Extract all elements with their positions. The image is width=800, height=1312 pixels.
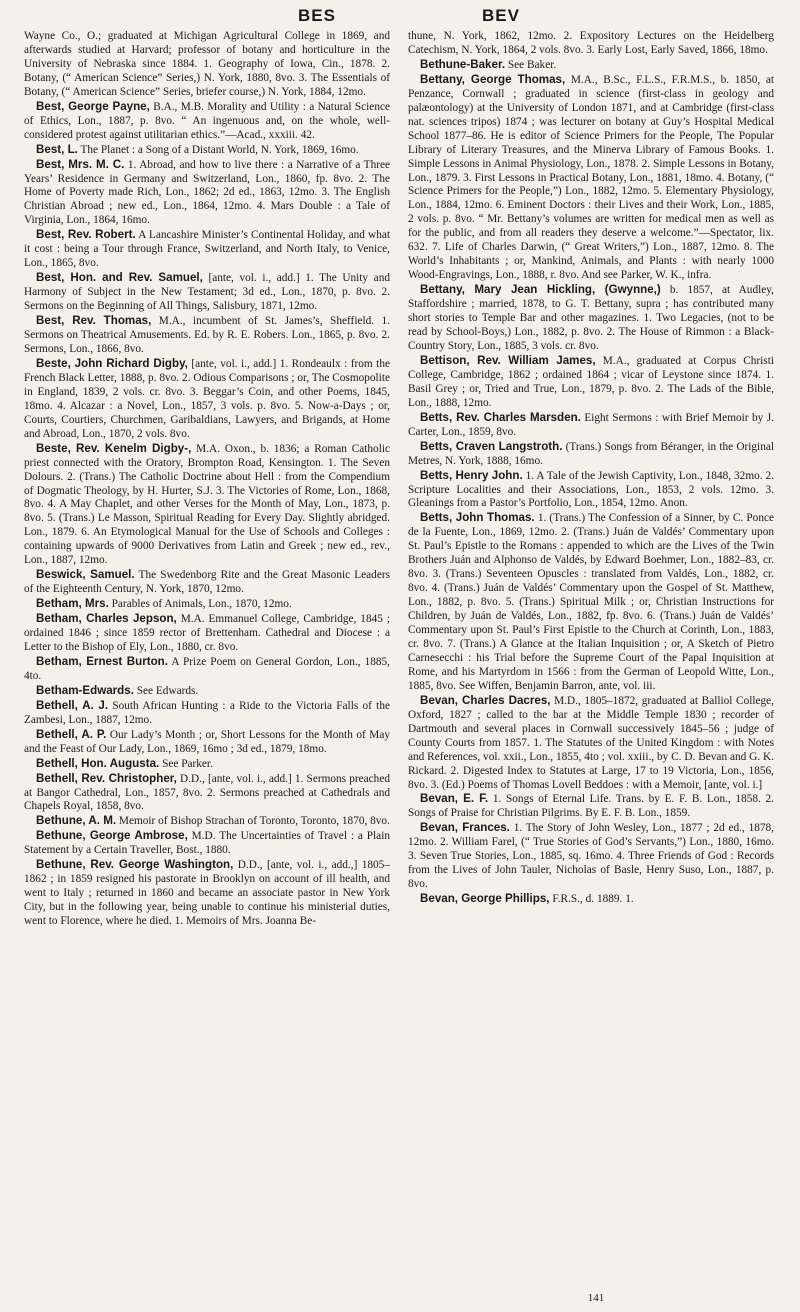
dictionary-entry	[408, 73, 774, 283]
entry-headword: Betts, Craven Langstroth.	[420, 439, 563, 453]
entry-text: thune, N. York, 1862, 12mo. 2. Expository Lectures on the Heidelberg Catechism, N. York, 1864, 2 vols. 8vo. 3. Early Lost, Early Saved, 1866, 18mo.	[408, 30, 774, 56]
dictionary-entry	[24, 814, 390, 829]
dictionary-entry	[24, 829, 390, 858]
entry-headword: Bettany, Mary Jean Hickling, (Gwynne,)	[420, 283, 661, 297]
dictionary-entry	[24, 357, 390, 442]
entry-headword: Betham, Ernest Burton.	[36, 654, 168, 668]
entry-text: M.A. Emmanuel College, Cambridge, 1845 ; ordained 1846 ; since 1859 rector of Brettenham. Cathedral and Diocese : a Letter to the Bishop of Ely, Lon., 1880, cr. 8vo.	[24, 613, 390, 653]
dictionary-entry	[24, 772, 390, 815]
entry-headword: Best, L.	[36, 142, 78, 156]
entry-text: 1. A Tale of the Jewish Captivity, Lon., 1848, 32mo. 2. Scripture Localities and their Associations, Lon., 1853, 2 vols. 12mo. 3. Gleanings from a Pastor’s Portfolio, Lon., 1854, 12mo. Anon.	[408, 469, 774, 510]
dictionary-entry	[24, 442, 390, 569]
entry-text: South African Hunting : a Ride to the Victoria Falls of the Zambesi, Lon., 1887, 12mo.	[24, 699, 390, 726]
dictionary-entry	[408, 411, 774, 440]
page-number: 141	[587, 1292, 605, 1304]
dictionary-entry	[408, 440, 774, 469]
dictionary-entry	[408, 354, 774, 411]
entry-text: Our Lady’s Month ; or, Short Lessons for the Month of May and the Feast of Our Lady, Lon., 1869, 16mo ; 3d ed., 1879, 18mo.	[24, 728, 390, 755]
entry-headword: Beste, Rev. Kenelm Digby-,	[36, 441, 192, 455]
running-head-left: BES	[298, 6, 336, 25]
entry-headword: Best, Mrs. M. C.	[36, 157, 125, 171]
dictionary-entry	[24, 100, 390, 143]
entry-text: D.D., [ante, vol. i., add.] 1. Sermons preached at Bangor Cathedral, Lon., 1857, 8vo. 2. Sermons preached at Cathedrals and Chapels Royal, 1858, 8vo.	[24, 772, 390, 813]
entry-text: M.A., B.Sc., F.L.S., F.R.M.S., b. 1850, at Penzance, Cornwall ; graduated in science (first-class in geology and palæontology) at the University of London 1871, and at Cambridge (first-class nat. sciences tripos) 1874 ; was lecturer on botany at Guy’s Hospital Medical School 1877–86. He is editor of Science Primers for the People, The Popular Library of Literary Treasures, and the Minerva Library of Famous Books. 1. Simple Lessons in Animal Physiology, Lon., 1878. 2. Simple Lessons in Botany, Lon., 1879. 3. First Lessons in Practical Botany, Lon., 1881, 18mo. 4. Botany, (“ Science Primers for the People,”) Lon., 1882, 12mo. 5. Elementary Physiology, Lon., 1884, 12mo. 6. Eminent Doctors : their Lives and their Work, Lon., 1885, 2 vols. p. 8vo. “ Mr. Bettany’s volumes are written for medical men as well as for the public, and from all readers they deserve a welcome.”—Spectator, lix. 632. 7. Life of Charles Darwin, (“ Great Writers,”) Lon., 1887, 12mo. 8. The World’s Inhabitants ; or, Mankind, Animals, and Plants : with nearly 1000 Wood-Engravings, Lon., 1888, r. 8vo. And see Parker, W. K., infra.	[408, 73, 774, 282]
entry-headword: Betham, Charles Jepson,	[36, 612, 177, 626]
entry-text: A Lancashire Minister’s Continental Holiday, and what it cost : being a Tour through France, Switzerland, and North Italy, to Venice, Lon., 1865, 8vo.	[24, 229, 391, 270]
entry-headword: Best, Rev. Thomas,	[36, 314, 152, 328]
dictionary-entry	[408, 469, 774, 512]
dictionary-entry	[408, 892, 774, 907]
entry-headword: Bethell, A. J.	[36, 698, 109, 712]
entry-text: Eight Sermons : with Brief Memoir by J. Carter, Lon., 1859, 8vo.	[408, 411, 774, 438]
entry-text: Memoir of Bishop Strachan of Toronto, Toronto, 1870, 8vo.	[116, 815, 390, 828]
entry-text: See Parker.	[159, 757, 213, 770]
dictionary-entry	[408, 30, 774, 58]
dictionary-entry	[24, 228, 390, 271]
entry-headword: Betts, Rev. Charles Marsden.	[420, 410, 581, 424]
entry-headword: Betts, John Thomas.	[420, 511, 535, 525]
entry-headword: Best, George Payne,	[36, 99, 150, 113]
entry-text: M.A., graduated at Corpus Christi College, Cambridge, 1862 ; ordained 1864 ; vicar of Leystone since 1874. 1. Basil Grey ; or, Tried and True, Lon., 1879, p. 8vo. 2. The Lads of the Bible, Lon., 1888, 12mo.	[408, 354, 774, 409]
entry-headword: Betham-Edwards.	[36, 683, 134, 697]
entry-text: See Baker.	[505, 58, 557, 71]
entry-text: D.D., [ante, vol. i., add.,] 1805–1862 ; in 1859 resigned his pastorate in Brooklyn on account of ill health, and went to Italy ; returned in 1860 and became an associate pastor in New York City, but in the following year, being unable to continue his ministerial duties, went to Florence, where he died. 1. Memoirs of Mrs. Joanna Be-	[24, 859, 390, 928]
dictionary-entry	[24, 684, 390, 699]
dictionary-entry	[24, 158, 390, 229]
entry-headword: Beswick, Samuel.	[36, 568, 135, 582]
running-head-right: BEV	[482, 6, 520, 25]
entry-text: See Edwards.	[133, 684, 199, 697]
entry-text: Parables of Animals, Lon., 1870, 12mo.	[108, 598, 292, 611]
entry-headword: Betts, Henry John.	[420, 468, 523, 482]
entry-text: M.A. Oxon., b. 1836; a Roman Catholic priest connected with the Oratory, Brompton Road, Kensington. 1. The Seven Dolours. 2. (Trans.) The Catholic Doctrine about Hell : from the Compendium of Dogmatic Theology, by H. Hurter, S.J. 3. The Victories of Rome, Lon., 1868, 8vo. 4. A May Chaplet, and other Verses for the Month of May, Lon., 1873, p. 8vo. 5. (Trans.) Le Masson, Spiritual Reading for Every Day. Slightly abridged. Lon., 1879. 6. An Etymological Manual for the Use of Schools and Colleges : containing upwards of 9000 Derivatives from Latin and Greek ; new ed., rev., Lon., 1887, 12mo.	[24, 442, 390, 567]
entry-headword: Bethell, Hon. Augusta.	[36, 756, 160, 770]
entry-text: The Swedenborg Rite and the Great Masonic Leaders of the Eighteenth Century, N. York, 1870, 12mo.	[24, 569, 390, 596]
entry-headword: Bevan, George Phillips,	[420, 892, 550, 906]
entry-text: F.R.S., d. 1889. 1.	[549, 893, 634, 906]
entry-text: M.D., 1805–1872, graduated at Balliol College, Oxford, 1827 ; called to the bar at the Middle Temple 1830 ; recorder of Dartmouth and several places in Cornwall successively 1845–56 ; judge of County Courts from 1857. 1. The Statutes of the United Kingdom : with Notes and References, vol. xxii., Lon., 1855, 4to ; vol. xxiii., by C. D. Bevan and G. K. Rickard. 2. Digested Index to Statutes at Large, 17 to 19 Victoria, Lon., 1856, 8vo. 3. (Ed.) Poems of Thomas Lovell Beddoes : with a Memoir, [ante, vol. i.]	[408, 694, 775, 791]
dictionary-entry	[408, 792, 774, 821]
entry-text: Wayne Co., O.; graduated at Michigan Agricultural College in 1869, and afterwards studied at Harvard; professor of botany and horticulture in the University of Nebraska since 1884. 1. Geography of Iowa, Cin., 1878. 2. Botany, (“ American Science” Series,) N. York, 1880, 8vo. 3. The Essentials of Botany, (“ American Science” Series, briefer course,) N. York, 1884, 12mo.	[24, 30, 390, 98]
dictionary-entry	[24, 143, 390, 158]
entry-headword: Bettison, Rev. William James,	[420, 353, 596, 367]
dictionary-entry	[24, 757, 390, 772]
entry-headword: Bevan, Charles Dacres,	[420, 693, 551, 707]
dictionary-entry	[408, 58, 774, 73]
entry-text: 1. (Trans.) The Confession of a Sinner, by C. Ponce de la Fuente, Lon., 1869, 12mo. 2. (Trans.) Juán de Valdés’ Commentary upon St. Paul’s Epistle to the Romans : appended to which are the Lives of the Twin Brothers Juán and Alphonso de Valdés, by Edward Boehmer, Lon., 1882–83, cr. 8vo. 3. (Trans.) Seventeen Opuscles : translated from Valdés, Lon., 1882, cr. 8vo. 4. (Trans.) Juán de Valdés’ Commentary upon the Gospel of St. Matthew, Lon., 1882, p. 8vo. 5. (Trans.) Spiritual Milk ; or, Christian Instructions for Children, by Juán de Valdés, Lon., 1882, fp. 8vo. 6. (Trans.) Juán de Valdés’ Commentary upon St. Paul’s First Epistle to the Church at Corinth, Lon., 1883, cr. 8vo. 7. (Trans.) A Glance at the Italian Inquisition ; or, A Sketch of Pietro Carnesecchi : his Trial before the Supreme Court of the Papal Inquisition at Rome, and his Martyrdom in 1566 : from the German of Leopold Witte, Lon., 1885, 8vo. See Wiffen, Benjamin Barron, ante, vol. iii.	[408, 512, 774, 692]
dictionary-entry	[24, 271, 390, 314]
dictionary-entry	[408, 694, 774, 793]
dictionary-entry	[24, 858, 390, 929]
entry-headword: Bettany, George Thomas,	[420, 72, 566, 86]
dictionary-entry	[24, 699, 390, 728]
entry-text: The Planet : a Song of a Distant World, N. York, 1869, 16mo.	[77, 143, 359, 156]
entry-text: M.A., incumbent of St. James’s, Sheffield. 1. Sermons on Theatrical Amusements. Ed. by R. E. Robers. Lon., 1865, p. 8vo. 2. Sermons, Lon., 1866, 8vo.	[24, 315, 391, 355]
entry-headword: Bethune, A. M.	[36, 814, 117, 828]
dictionary-entry	[24, 728, 390, 757]
right-column	[408, 30, 774, 907]
dictionary-entry	[24, 314, 390, 357]
dictionary-entry	[24, 30, 390, 100]
running-head	[0, 6, 800, 26]
entry-text: 1. Abroad, and how to live there : a Narrative of a Three Years’ Residence in Germany and Switzerland, Lon., 1860, fp. 8vo. 2. The Home of Poverty made Rich, Lon., 1862; 2d ed., 1863, 12mo. 3. The English Christian Abroad ; new ed., Lon., 1864, 12mo. 4. Mars Double : a Tale of Virginia, Lon., 1864, 16mo.	[24, 158, 391, 227]
entry-text: 1. Songs of Eternal Life. Trans. by E. F. B. Lon., 1858. 2. Songs of Praise for Christian Pilgrims. By E. F. B. Lon., 1859.	[408, 793, 775, 820]
entry-headword: Bethune, Rev. George Washington,	[36, 858, 234, 872]
entry-headword: Betham, Mrs.	[36, 597, 109, 611]
entry-headword: Bethune, George Ambrose,	[36, 829, 188, 843]
entry-text: B.A., M.B. Morality and Utility : a Natural Science of Ethics, Lon., 1887, p. 8vo. “ An ingenuous and, on the whole, well-considered protest against utilitarian ethics.”—Acad., xxxiii. 42.	[24, 100, 390, 141]
entry-text: A Prize Poem on General Gordon, Lon., 1885, 4to.	[24, 655, 390, 682]
entry-headword: Bethune-Baker.	[420, 57, 506, 71]
entry-headword: Best, Hon. and Rev. Samuel,	[36, 271, 203, 285]
dictionary-entry	[24, 597, 390, 612]
dictionary-entry	[24, 612, 390, 655]
entry-text: 1. The Story of John Wesley, Lon., 1877 ; 2d ed., 1878, 12mo. 2. William Farel, (“ True Stories of God’s Servants,”) Lon., 1880, 16mo. 3. Seven True Stories, Lon., 1885, sq. 16mo. 4. Three Friends of God : Records from the Lives of John Tauler, Nicholas of Basle, Henry Suso, Lon., 1887, p. 8vo.	[408, 822, 774, 891]
entry-text: [ante, vol. i., add.] 1. Rondeaulx : from the French Black Letter, 1888, p. 8vo. 2. Odious Comparisons ; or, The Cosmopolite in England, 1839, 2 vols. cr. 8vo. 3. Beggar’s Coin, and other Poems, 1845, 18mo. 4. Alcazar : a Novel, Lon., 1857, 3 vols. p. 8vo. 5. Now-a-Days ; or, Courts, Courtiers, Churchmen, Garibaldians, Lawyers, and Brigands, at Home and Abroad, Lon., 1870, 2 vols. 8vo.	[24, 357, 390, 440]
dictionary-entry	[24, 655, 390, 684]
entry-headword: Bethell, A. P.	[36, 727, 107, 741]
entry-headword: Best, Rev. Robert.	[36, 228, 136, 242]
entry-headword: Bethell, Rev. Christopher,	[36, 771, 177, 785]
entry-text: b. 1857, at Audley, Staffordshire ; married, 1878, to G. T. Bettany, supra ; has contributed many short stories to Temple Bar and other magazines. 1. Two Legacies, (not to be read by School-Boys,) Lon., 1882, p. 8vo. 2. The House of Rimmon : a Black-Country Story, Lon., 1885, 3 vols. cr. 8vo.	[408, 284, 774, 352]
entry-text: (Trans.) Songs from Béranger, in the Original Metres, N. York, 1888, 16mo.	[408, 440, 774, 467]
left-column	[24, 30, 390, 929]
dictionary-entry	[408, 283, 774, 354]
entry-headword: Beste, John Richard Digby,	[36, 356, 188, 370]
entry-headword: Bevan, Frances.	[420, 821, 510, 835]
dictionary-entry	[408, 511, 774, 693]
dictionary-entry	[408, 821, 774, 892]
entry-text: [ante, vol. i., add.] 1. The Unity and Harmony of Subject in the New Testament; 3d ed., Lon., 1870, p. 8vo. 2. Sermons on the Beginning of All Things, Salisbury, 1871, 12mo.	[24, 272, 390, 313]
dictionary-entry	[24, 568, 390, 597]
entry-text: M.D. The Uncertainties of Travel : a Plain Statement by a Certain Traveller, Bost., 1880.	[24, 830, 390, 857]
entry-headword: Bevan, E. F.	[420, 792, 489, 806]
